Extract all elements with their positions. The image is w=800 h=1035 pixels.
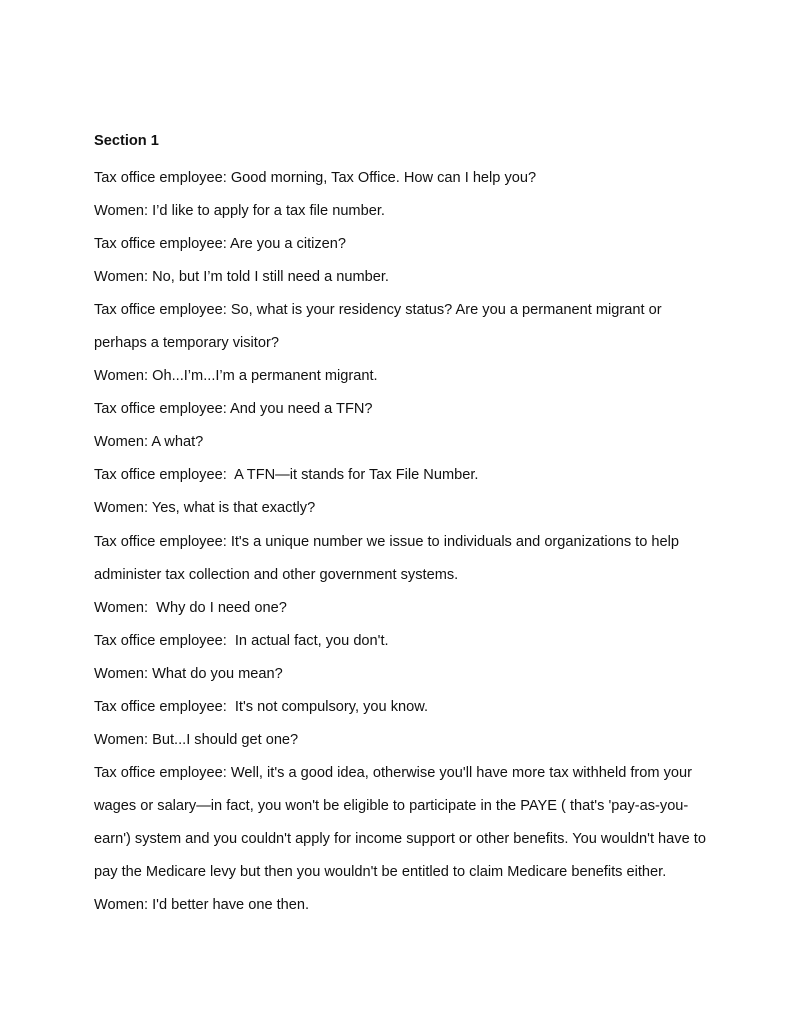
- transcript-line: Tax office employee: Well, it's a good idea, otherwise you'll have more tax withheld from your: [94, 764, 692, 781]
- transcript-line: Women: But...I should get one?: [94, 731, 299, 748]
- transcript-line: Tax office employee: It's not compulsory, you know.: [94, 698, 429, 715]
- transcript-line: Tax office employee: Are you a citizen?: [94, 236, 347, 253]
- transcript-line: Women: No, but I’m told I still need a number.: [94, 269, 389, 286]
- transcript-line: Women: Yes, what is that exactly?: [94, 500, 316, 517]
- transcript: [94, 168, 734, 928]
- transcript-line: wages or salary—in fact, you won't be eligible to participate in the PAYE ( that's 'pay-as-you-: [94, 797, 689, 814]
- transcript-line: Women: Oh...I’m...I’m a permanent migrant.: [94, 368, 378, 385]
- transcript-line: Women: A what?: [94, 434, 204, 451]
- transcript-line: perhaps a temporary visitor?: [94, 335, 279, 352]
- transcript-line: Women: What do you mean?: [94, 665, 283, 682]
- transcript-line: Tax office employee: Good morning, Tax Office. How can I help you?: [94, 170, 537, 186]
- transcript-line: Tax office employee: It's a unique number we issue to individuals and organizations to help: [94, 533, 679, 550]
- transcript-line: Tax office employee: So, what is your residency status? Are you a permanent migrant or: [94, 302, 662, 319]
- transcript-line: Women: I’d like to apply for a tax file number.: [94, 203, 385, 220]
- transcript-line: Women: Why do I need one?: [94, 599, 287, 616]
- transcript-line: earn') system and you couldn't apply for income support or other benefits. You wouldn't have to: [94, 830, 706, 847]
- transcript-line: Tax office employee: A TFN—it stands for Tax File Number.: [94, 467, 479, 484]
- transcript-line: Tax office employee: In actual fact, you don't.: [94, 632, 389, 649]
- transcript-line: Women: I'd better have one then.: [94, 897, 310, 914]
- section-heading: Section 1: [94, 133, 159, 149]
- transcript-line: pay the Medicare levy but then you wouldn't be entitled to claim Medicare benefits either.: [94, 863, 667, 880]
- transcript-line: administer tax collection and other government systems.: [94, 566, 459, 583]
- transcript-line: Tax office employee: And you need a TFN?: [94, 401, 373, 418]
